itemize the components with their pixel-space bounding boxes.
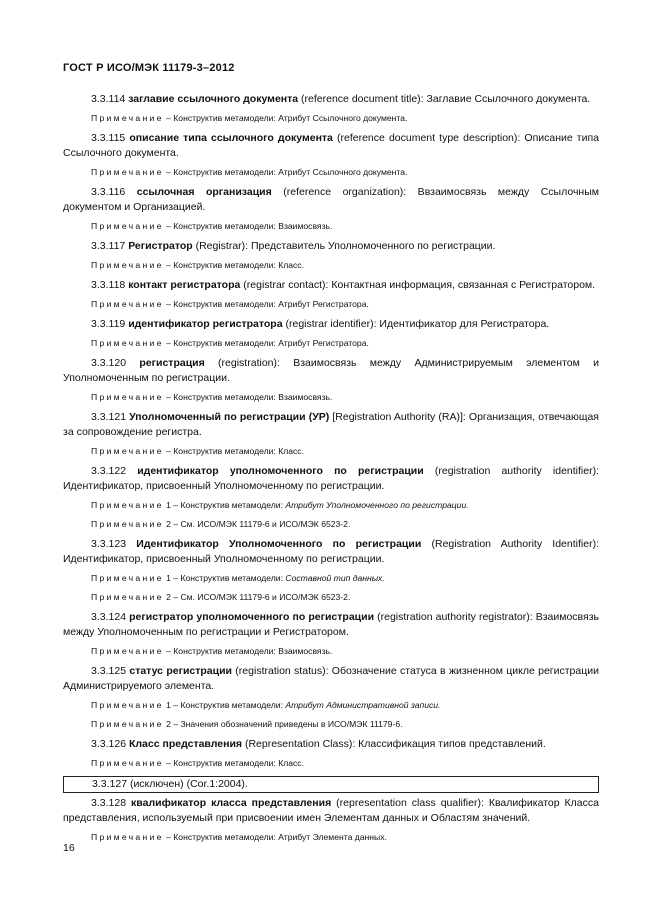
note-number: 2 <box>163 519 171 529</box>
note-label: Примечание <box>91 500 164 510</box>
entry-term: идентификатор уполномоченного по регистрации <box>137 465 424 477</box>
entry-number: 3.3.116 <box>91 186 126 198</box>
note-number: 1 <box>163 700 171 710</box>
note-text: – Конструктив метамодели: Атрибут Ссылочного документа. <box>163 113 408 123</box>
note-italic-text: Составной тип данных. <box>285 573 385 583</box>
entry-note <box>63 572 599 585</box>
definition-entry <box>63 464 599 494</box>
entry-number: 3.3.124 <box>91 611 127 623</box>
entry-note <box>63 831 599 844</box>
entry-definition: (representation class qualifier): Квалификатор Класса представления, используемый при присвоении имен Элементам данных и Областям значений. <box>63 797 599 824</box>
entry-term: заглавие ссылочного документа <box>128 93 299 105</box>
entry-note <box>63 298 599 311</box>
note-number: 2 <box>163 592 171 602</box>
entry-definition: (registration authority identifier): Идентификатор, присвоенный Уполномоченному по регистрации. <box>63 465 599 492</box>
entry-term: Идентификатор Уполномоченного по регистрации <box>136 538 422 550</box>
entry-note <box>63 518 599 531</box>
definition-entry <box>63 131 599 161</box>
entry-number: 3.3.126 <box>91 738 127 750</box>
note-italic-text: Атрибут Уполномоченного по регистрации. <box>285 500 469 510</box>
entry-term: регистрация <box>139 357 205 369</box>
definition-entry <box>63 796 599 826</box>
note-label: Примечание <box>91 260 164 270</box>
entry-number: 3.3.115 <box>91 132 126 144</box>
definition-entry <box>63 537 599 567</box>
entry-note <box>63 757 599 770</box>
entry-term: Регистратор <box>128 240 193 252</box>
entry-definition: (Registration Authority Identifier): Идентификатор, присвоенный Уполномоченному по регистрации. <box>63 538 599 565</box>
entry-note <box>63 220 599 233</box>
entry-note <box>63 166 599 179</box>
entry-note <box>63 499 599 512</box>
entry-number: 3.3.119 <box>91 318 126 330</box>
note-label: Примечание <box>91 338 164 348</box>
note-text: – Конструктив метамодели: Атрибут Регистратора. <box>163 299 369 309</box>
entry-definition: (Registrar): Представитель Уполномоченного по регистрации. <box>192 240 496 252</box>
entry-number: 3.3.121 <box>91 411 127 423</box>
note-label: Примечание <box>91 221 164 231</box>
entry-term: идентификатор регистратора <box>128 318 283 330</box>
note-label: Примечание <box>91 719 164 729</box>
entry-definition: (registration status): Обозначение статуса в жизненном цикле регистрации Администрируемого элемента. <box>63 665 599 692</box>
definition-entry <box>63 664 599 694</box>
entry-definition: (registrar identifier): Идентификатор для Регистратора. <box>282 318 550 330</box>
definition-entry <box>63 610 599 640</box>
entry-term: регистратор уполномоченного по регистрации <box>129 611 375 623</box>
note-label: Примечание <box>91 113 164 123</box>
entry-note <box>63 259 599 272</box>
entry-definition: (reference document title): Заглавие Ссылочного документа. <box>298 93 591 105</box>
note-label: Примечание <box>91 446 164 456</box>
entry-number: 3.3.118 <box>91 279 126 291</box>
note-number: 1 <box>163 500 171 510</box>
note-text: – Конструктив метамодели: <box>170 573 286 583</box>
entry-note <box>63 391 599 404</box>
note-label: Примечание <box>91 167 164 177</box>
definition-entry <box>63 278 599 293</box>
entry-definition: [Registration Authority (RA)]: Организация, отвечающая за сопровождение регистра. <box>63 411 599 438</box>
entry-note <box>63 591 599 604</box>
note-label: Примечание <box>91 832 164 842</box>
entry-note <box>63 699 599 712</box>
excluded-entry-box: 3.3.127 (исключен) (Cor.1:2004). <box>63 776 599 793</box>
note-text: – Конструктив метамодели: Класс. <box>163 260 304 270</box>
entry-term: квалификатор класса представления <box>131 797 332 809</box>
note-label: Примечание <box>91 392 164 402</box>
note-label: Примечание <box>91 519 164 529</box>
note-italic-text: Атрибут Административной записи. <box>285 700 441 710</box>
note-text: – Конструктив метамодели: Взаимосвязь. <box>163 646 333 656</box>
entry-number: 3.3.117 <box>91 240 126 252</box>
entry-term: статус регистрации <box>129 665 232 677</box>
entry-number: 3.3.122 <box>91 465 127 477</box>
entry-definition: (registration): Взаимосвязь между Администрируемым элементом и Уполномоченным по регистрации. <box>63 357 600 384</box>
note-label: Примечание <box>91 592 164 602</box>
entry-definition: (reference document type description): Описание типа Ссылочного документа. <box>63 132 600 159</box>
entry-term: контакт регистратора <box>128 279 241 291</box>
entry-note <box>63 645 599 658</box>
definition-entry <box>63 410 599 440</box>
entry-definition: (registrar contact): Контактная информация, связанная с Регистратором. <box>240 279 596 291</box>
note-label: Примечание <box>91 646 164 656</box>
note-text: – Конструктив метамодели: <box>170 500 286 510</box>
note-label: Примечание <box>91 758 164 768</box>
note-text: – Конструктив метамодели: Атрибут Ссылочного документа. <box>163 167 408 177</box>
note-text: – Конструктив метамодели: Атрибут Регистратора. <box>163 338 369 348</box>
entry-number: 3.3.128 <box>91 797 127 809</box>
entry-number: 3.3.120 <box>91 357 127 369</box>
note-number: 2 <box>163 719 171 729</box>
definition-entry <box>63 185 599 215</box>
note-text: – Конструктив метамодели: Атрибут Элемента данных. <box>163 832 387 842</box>
definition-entry <box>63 239 599 254</box>
definition-entry <box>63 356 599 386</box>
entry-term: ссылочная организация <box>136 186 272 198</box>
note-text: – Конструктив метамодели: Взаимосвязь. <box>163 221 333 231</box>
note-text: – Значения обозначений приведены в ИСО/МЭК 11179-6. <box>170 719 403 729</box>
entry-term: описание типа ссылочного документа <box>129 132 333 144</box>
note-text: – См. ИСО/МЭК 11179-6 и ИСО/МЭК 6523-2. <box>170 519 351 529</box>
entry-number: 3.3.125 <box>91 665 127 677</box>
definition-entry <box>63 317 599 332</box>
note-text: – Конструктив метамодели: Класс. <box>163 758 304 768</box>
note-label: Примечание <box>91 299 164 309</box>
note-text: – Конструктив метамодели: Взаимосвязь. <box>163 392 333 402</box>
page-number: 16 <box>63 842 75 854</box>
document-body <box>63 92 599 850</box>
entry-note <box>63 718 599 731</box>
note-text: – См. ИСО/МЭК 11179-6 и ИСО/МЭК 6523-2. <box>170 592 351 602</box>
entry-note <box>63 112 599 125</box>
page-header: ГОСТ Р ИСО/МЭК 11179-3–2012 <box>63 62 235 74</box>
entry-definition: (reference organization): Ввзаимосвязь между Ссылочным документом и Организацией. <box>63 186 599 213</box>
definition-entry <box>63 92 599 107</box>
entry-term: Класс представления <box>128 738 243 750</box>
note-label: Примечание <box>91 573 164 583</box>
definition-entry <box>63 737 599 752</box>
note-label: Примечание <box>91 700 164 710</box>
entry-definition: (Representation Class): Классификация типов представлений. <box>242 738 546 750</box>
note-number: 1 <box>163 573 171 583</box>
entry-note <box>63 445 599 458</box>
entry-number: 3.3.114 <box>91 93 126 105</box>
entry-definition: (registration authority registrator): Взаимосвязь между Уполномоченным по регистрации и Регистратором. <box>63 611 599 638</box>
entry-term: Уполномоченный по регистрации (УР) <box>129 411 330 423</box>
entry-note <box>63 337 599 350</box>
note-text: – Конструктив метамодели: <box>170 700 286 710</box>
note-text: – Конструктив метамодели: Класс. <box>163 446 304 456</box>
entry-number: 3.3.123 <box>91 538 127 550</box>
